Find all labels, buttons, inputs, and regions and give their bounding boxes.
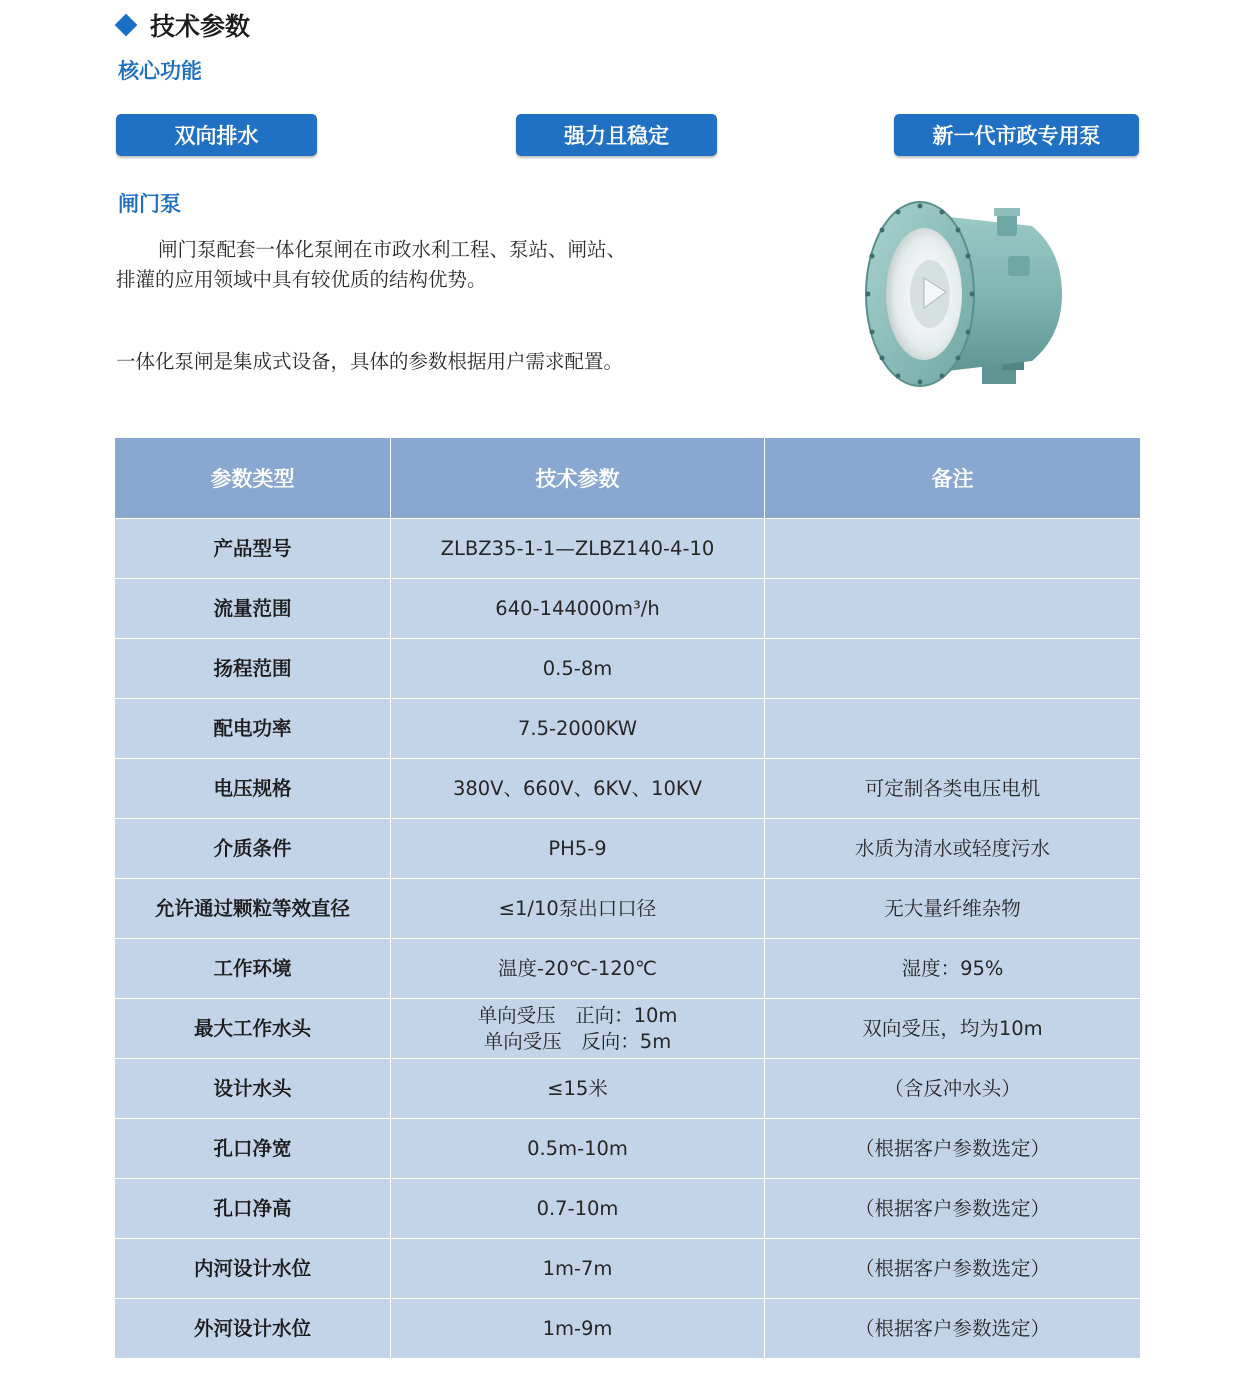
table-row (115, 1179, 1141, 1239)
table-row (115, 939, 1141, 999)
param-note: （根据客户参数选定） (765, 1239, 1141, 1299)
param-note: 水质为清水或轻度污水 (765, 819, 1141, 879)
description-line-2: 排灌的应用领域中具有较优质的结构优势。 (116, 268, 487, 291)
param-name: 介质条件 (115, 819, 391, 879)
param-value: PH5-9 (391, 819, 765, 879)
param-value: 0.5-8m (391, 639, 765, 699)
param-name: 最大工作水头 (115, 999, 391, 1059)
param-value: 0.7-10m (391, 1179, 765, 1239)
param-value: 0.5m-10m (391, 1119, 765, 1179)
product-heading: 闸门泵 (118, 192, 181, 216)
param-value: ZLBZ35-1-1—ZLBZ140-4-10 (391, 519, 765, 579)
param-note: （根据客户参数选定） (765, 1299, 1141, 1359)
param-value: ≤1/10泵出口口径 (391, 879, 765, 939)
param-value-line-2: 单向受压 反向：5m (483, 1029, 672, 1053)
param-note: 可定制各类电压电机 (765, 759, 1141, 819)
header-param-type: 参数类型 (115, 438, 391, 519)
param-name: 孔口净宽 (115, 1119, 391, 1179)
table-row (115, 519, 1141, 579)
param-note (765, 519, 1141, 579)
param-note: 双向受压，均为10m (765, 999, 1141, 1059)
param-note: （含反冲水头） (765, 1059, 1141, 1119)
diamond-bullet-icon (115, 14, 138, 37)
core-function-heading: 核心功能 (118, 59, 202, 83)
param-name: 工作环境 (115, 939, 391, 999)
param-note: （根据客户参数选定） (765, 1179, 1141, 1239)
param-note: 湿度：95% (765, 939, 1141, 999)
param-value: 温度-20℃-120℃ (391, 939, 765, 999)
param-name: 设计水头 (115, 1059, 391, 1119)
table-row (115, 699, 1141, 759)
param-note (765, 579, 1141, 639)
param-name: 孔口净高 (115, 1179, 391, 1239)
feature-badge-stable: 强力且稳定 (516, 114, 717, 156)
feature-badge-bidirectional: 双向排水 (116, 114, 317, 156)
param-note (765, 699, 1141, 759)
param-note: （根据客户参数选定） (765, 1119, 1141, 1179)
table-row (115, 1299, 1141, 1359)
table-row (115, 999, 1141, 1059)
table-row (115, 1059, 1141, 1119)
param-value-line-1: 单向受压 正向：10m (477, 1003, 678, 1027)
description-line-1: 闸门泵配套一体化泵闸在市政水利工程、泵站、闸站、 (158, 238, 627, 261)
table-row (115, 879, 1141, 939)
product-description (116, 235, 626, 295)
section-title: 技术参数 (150, 12, 251, 41)
param-value: 7.5-2000KW (391, 699, 765, 759)
param-name: 流量范围 (115, 579, 391, 639)
param-value: 640-144000m³/h (391, 579, 765, 639)
header-remark: 备注 (765, 438, 1141, 519)
table-row (115, 1239, 1141, 1299)
param-note: 无大量纤维杂物 (765, 879, 1141, 939)
table-row (115, 759, 1141, 819)
feature-badge-municipal: 新一代市政专用泵 (894, 114, 1139, 156)
param-value: 380V、660V、6KV、10KV (391, 759, 765, 819)
param-value: ≤15米 (391, 1059, 765, 1119)
header-tech-param: 技术参数 (391, 438, 765, 519)
param-value: 1m-7m (391, 1239, 765, 1299)
table-row (115, 1119, 1141, 1179)
param-value: 1m-9m (391, 1299, 765, 1359)
param-name: 允许通过颗粒等效直径 (115, 879, 391, 939)
table-row (115, 579, 1141, 639)
param-name: 电压规格 (115, 759, 391, 819)
param-value-multiline (391, 999, 765, 1059)
param-name: 产品型号 (115, 519, 391, 579)
param-name: 扬程范围 (115, 639, 391, 699)
table-header-row (115, 438, 1141, 519)
table-row (115, 639, 1141, 699)
param-name: 内河设计水位 (115, 1239, 391, 1299)
gate-pump-image (862, 196, 1068, 392)
param-name: 配电功率 (115, 699, 391, 759)
config-note: 一体化泵闸是集成式设备，具体的参数根据用户需求配置。 (116, 350, 624, 373)
spec-table (114, 437, 1141, 1359)
param-note (765, 639, 1141, 699)
param-name: 外河设计水位 (115, 1299, 391, 1359)
table-row (115, 819, 1141, 879)
